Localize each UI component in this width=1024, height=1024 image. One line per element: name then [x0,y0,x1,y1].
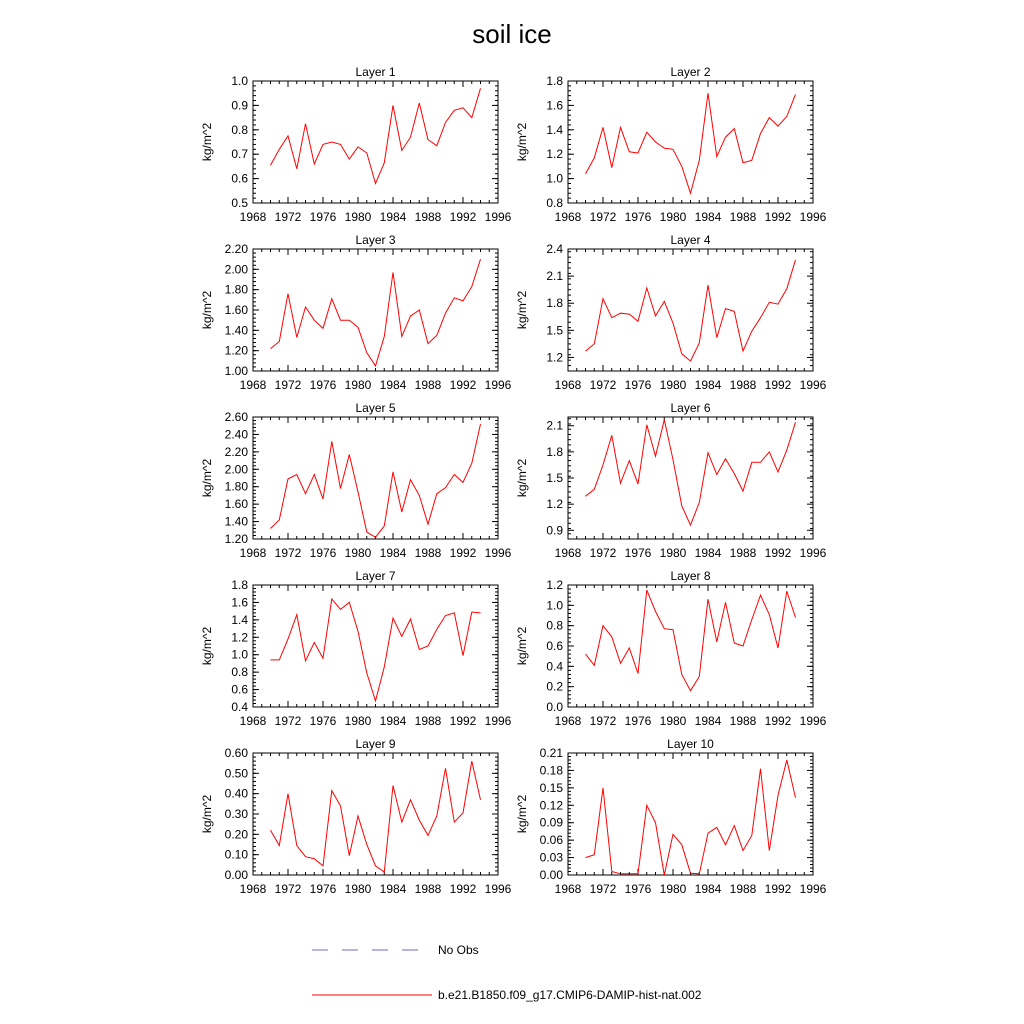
layer-7-y-tick-label: 0.4 [231,700,248,714]
layer-5-y-tick-label: 2.40 [224,427,248,442]
layer-3-y-tick-label: 1.00 [224,364,248,378]
layer-9-x-tick-label: 1984 [379,882,407,896]
layer-3-y-tick-label: 2.20 [224,242,248,256]
layer-7-title: Layer 7 [355,569,396,583]
layer-10-y-tick-label: 0.00 [539,868,563,882]
layer-3-y-tick-label: 1.60 [224,303,248,317]
layer-5-y-tick-label: 1.40 [224,514,248,529]
layer-10-y-tick-label: 0.03 [539,850,563,865]
layer-2-frame [568,81,813,203]
layer-9-x-tick-label: 1992 [449,882,477,896]
layer-9-y-axis-label: kg/m^2 [200,794,214,834]
layer-4-series-line [586,260,796,361]
layer-3-frame [253,249,498,371]
layer-3-x-tick-label: 1996 [484,378,512,392]
layer-6-y-axis-label: kg/m^2 [515,458,529,498]
layer-4-frame [568,249,813,371]
layer-8-y-tick-label: 0.0 [546,700,563,714]
layer-8-y-tick-label: 0.2 [546,679,563,694]
layer-4-x-tick-label: 1992 [764,378,792,392]
layer-6-x-tick-label: 1988 [729,546,757,560]
layer-2-x-tick-label: 1972 [589,210,617,224]
layer-9-y-tick-label: 0.30 [224,807,248,821]
layer-3-x-tick-label: 1992 [449,378,477,392]
layer-1-x-tick-label: 1984 [379,210,407,224]
layer-9-y-tick-label: 0.10 [224,847,248,862]
layer-9-y-tick-label: 0.50 [224,766,248,781]
layer-10-x-tick-label: 1996 [799,882,827,896]
layer-1-x-tick-label: 1976 [309,210,337,224]
layer-2-y-axis-label: kg/m^2 [515,122,529,162]
layer-7-x-tick-label: 1972 [274,714,302,728]
layer-5-y-tick-label: 2.60 [224,410,248,424]
layer-8-y-tick-label: 0.8 [546,618,563,633]
layer-9-series-line [271,761,481,872]
layer-5-x-tick-label: 1984 [379,546,407,560]
layer-9-y-tick-label: 0.40 [224,786,248,801]
layer-4-x-tick-label: 1968 [554,378,582,392]
layer-9-x-tick-label: 1968 [239,882,267,896]
layer-4-x-tick-label: 1972 [589,378,617,392]
panel-layer-6 [515,401,827,560]
layer-9-x-tick-label: 1996 [484,882,512,896]
layer-5-x-tick-label: 1976 [309,546,337,560]
layer-8-series-line [586,590,796,691]
legend-no-obs-label: No Obs [438,943,479,957]
layer-2-x-tick-label: 1984 [694,210,722,224]
layer-7-y-tick-label: 1.0 [231,647,248,662]
layer-1-y-tick-label: 0.8 [231,122,248,137]
layer-6-x-tick-label: 1976 [624,546,652,560]
layer-4-y-tick-label: 1.2 [546,350,563,365]
layer-2-x-tick-label: 1988 [729,210,757,224]
layer-6-x-tick-label: 1992 [764,546,792,560]
layer-5-x-tick-label: 1996 [484,546,512,560]
layer-7-y-tick-label: 1.8 [231,578,248,592]
layer-2-x-tick-label: 1980 [659,210,687,224]
layer-3-x-tick-label: 1980 [344,378,372,392]
layer-3-x-tick-label: 1968 [239,378,267,392]
layer-5-x-tick-label: 1988 [414,546,442,560]
panel-layer-7 [200,569,512,728]
layer-8-x-tick-label: 1984 [694,714,722,728]
layer-2-y-tick-label: 1.0 [546,171,563,186]
layer-8-frame [568,585,813,707]
layer-9-x-tick-label: 1972 [274,882,302,896]
layer-8-x-tick-label: 1988 [729,714,757,728]
layer-6-x-tick-label: 1972 [589,546,617,560]
panel-layer-3 [200,233,512,392]
layer-5-x-tick-label: 1968 [239,546,267,560]
layer-8-title: Layer 8 [670,569,711,583]
legend-model-label: b.e21.B1850.f09_g17.CMIP6-DAMIP-hist-nat.002 [438,988,702,1002]
layer-8-y-axis-label: kg/m^2 [515,626,529,666]
layer-10-x-tick-label: 1984 [694,882,722,896]
chart-title: soil ice [472,19,552,49]
layer-1-title: Layer 1 [355,65,396,79]
layer-10-series-line [586,760,796,875]
layer-7-x-tick-label: 1976 [309,714,337,728]
layer-4-x-tick-label: 1976 [624,378,652,392]
panel-layer-1 [200,65,512,224]
layer-8-x-tick-label: 1992 [764,714,792,728]
layer-3-y-tick-label: 2.00 [224,262,248,277]
layer-8-x-tick-label: 1996 [799,714,827,728]
layer-10-x-tick-label: 1988 [729,882,757,896]
layer-6-x-tick-label: 1980 [659,546,687,560]
layer-8-x-tick-label: 1968 [554,714,582,728]
layer-3-series-line [271,259,481,366]
layer-2-x-tick-label: 1968 [554,210,582,224]
layer-8-y-tick-label: 1.2 [546,578,563,592]
layer-6-y-tick-label: 1.8 [546,444,563,459]
layer-7-y-tick-label: 1.2 [231,630,248,645]
layer-1-x-tick-label: 1996 [484,210,512,224]
layer-5-y-tick-label: 1.20 [224,532,248,546]
layer-2-title: Layer 2 [670,65,711,79]
layer-10-y-tick-label: 0.09 [539,815,563,830]
layer-6-y-tick-label: 1.5 [546,471,563,485]
layer-1-y-axis-label: kg/m^2 [200,122,214,162]
layer-4-x-tick-label: 1996 [799,378,827,392]
layer-9-title: Layer 9 [355,737,396,751]
layer-1-x-tick-label: 1968 [239,210,267,224]
layer-9-y-tick-label: 0.00 [224,868,248,882]
layer-1-y-tick-label: 0.6 [231,171,248,186]
layer-7-x-tick-label: 1996 [484,714,512,728]
layer-10-y-tick-label: 0.15 [539,780,563,795]
layer-10-x-tick-label: 1968 [554,882,582,896]
layer-10-y-tick-label: 0.18 [539,763,563,778]
layer-9-x-tick-label: 1980 [344,882,372,896]
layer-9-x-tick-label: 1976 [309,882,337,896]
layer-2-y-tick-label: 1.4 [546,122,563,137]
layer-8-y-tick-label: 0.6 [546,639,563,653]
layer-7-y-tick-label: 1.6 [231,595,248,610]
layer-8-y-tick-label: 0.4 [546,659,563,674]
layer-9-x-tick-label: 1988 [414,882,442,896]
layer-5-y-tick-label: 2.00 [224,462,248,477]
layer-6-frame [568,417,813,539]
layer-5-x-tick-label: 1992 [449,546,477,560]
layer-6-x-tick-label: 1996 [799,546,827,560]
layer-1-y-tick-label: 0.9 [231,98,248,113]
layer-3-x-tick-label: 1976 [309,378,337,392]
layer-5-y-tick-label: 2.20 [224,444,248,459]
layer-10-frame [568,753,813,875]
layer-6-y-tick-label: 0.9 [546,523,563,538]
layer-6-series-line [586,420,796,525]
layer-8-x-tick-label: 1976 [624,714,652,728]
layer-5-y-tick-label: 1.60 [224,497,248,512]
layer-1-series-line [271,88,481,183]
layer-6-x-tick-label: 1968 [554,546,582,560]
layer-1-y-tick-label: 0.7 [231,147,248,162]
layer-3-x-tick-label: 1984 [379,378,407,392]
layer-4-x-tick-label: 1980 [659,378,687,392]
layer-4-y-axis-label: kg/m^2 [515,290,529,330]
layer-7-x-tick-label: 1992 [449,714,477,728]
panel-grid [200,65,827,896]
layer-10-x-tick-label: 1972 [589,882,617,896]
layer-7-x-tick-label: 1968 [239,714,267,728]
layer-10-y-tick-label: 0.06 [539,833,563,848]
layer-1-x-tick-label: 1988 [414,210,442,224]
layer-7-y-tick-label: 1.4 [231,612,248,627]
layer-8-y-tick-label: 1.0 [546,598,563,613]
layer-3-y-axis-label: kg/m^2 [200,290,214,330]
layer-5-x-tick-label: 1980 [344,546,372,560]
layer-9-y-tick-label: 0.20 [224,827,248,842]
layer-6-title: Layer 6 [670,401,711,415]
layer-5-y-axis-label: kg/m^2 [200,458,214,498]
layer-4-y-tick-label: 2.4 [546,242,563,256]
layer-8-x-tick-label: 1980 [659,714,687,728]
layer-7-y-tick-label: 0.6 [231,682,248,697]
panel-layer-9 [200,737,512,896]
layer-10-y-tick-label: 0.21 [539,746,563,760]
layer-7-series-line [271,599,481,701]
layer-1-y-tick-label: 0.5 [231,196,248,210]
layer-7-x-tick-label: 1980 [344,714,372,728]
layer-2-x-tick-label: 1976 [624,210,652,224]
layer-6-x-tick-label: 1984 [694,546,722,560]
layer-5-y-tick-label: 1.80 [224,479,248,494]
layer-5-title: Layer 5 [355,401,396,415]
layer-7-x-tick-label: 1988 [414,714,442,728]
panel-layer-2 [515,65,827,224]
layer-2-x-tick-label: 1996 [799,210,827,224]
layer-10-y-axis-label: kg/m^2 [515,794,529,834]
layer-10-x-tick-label: 1980 [659,882,687,896]
layer-10-x-tick-label: 1992 [764,882,792,896]
layer-4-x-tick-label: 1988 [729,378,757,392]
layer-3-y-tick-label: 1.20 [224,343,248,358]
layer-4-y-tick-label: 2.1 [546,269,563,284]
layer-2-y-tick-label: 1.6 [546,98,563,113]
layer-6-y-tick-label: 2.1 [546,418,563,433]
layer-9-y-tick-label: 0.60 [224,746,248,760]
layer-5-series-line [271,424,481,537]
layer-1-x-tick-label: 1992 [449,210,477,224]
layer-1-y-tick-label: 1.0 [231,74,248,88]
layer-10-y-tick-label: 0.12 [539,798,563,813]
layer-7-y-axis-label: kg/m^2 [200,626,214,666]
panel-layer-5 [200,401,512,560]
panel-layer-10 [515,737,827,896]
panel-layer-4 [515,233,827,392]
layer-8-x-tick-label: 1972 [589,714,617,728]
layer-4-y-tick-label: 1.5 [546,323,563,338]
layer-5-x-tick-label: 1972 [274,546,302,560]
layer-3-y-tick-label: 1.80 [224,282,248,297]
layer-2-y-tick-label: 1.8 [546,74,563,88]
layer-3-x-tick-label: 1988 [414,378,442,392]
layer-1-x-tick-label: 1972 [274,210,302,224]
layer-4-x-tick-label: 1984 [694,378,722,392]
layer-2-series-line [586,93,796,193]
panel-layer-8 [515,569,827,728]
layer-2-y-tick-label: 0.8 [546,196,563,210]
layer-3-x-tick-label: 1972 [274,378,302,392]
layer-2-y-tick-label: 1.2 [546,147,563,162]
layer-4-title: Layer 4 [670,233,711,247]
layer-10-title: Layer 10 [667,737,714,751]
layer-2-x-tick-label: 1992 [764,210,792,224]
layer-7-y-tick-label: 0.8 [231,665,248,680]
layer-3-title: Layer 3 [355,233,396,247]
layer-9-frame [253,753,498,875]
layer-3-y-tick-label: 1.40 [224,323,248,338]
layer-6-y-tick-label: 1.2 [546,497,563,512]
layer-4-y-tick-label: 1.8 [546,296,563,311]
layer-1-x-tick-label: 1980 [344,210,372,224]
legend [312,943,702,1002]
layer-7-x-tick-label: 1984 [379,714,407,728]
layer-10-x-tick-label: 1976 [624,882,652,896]
